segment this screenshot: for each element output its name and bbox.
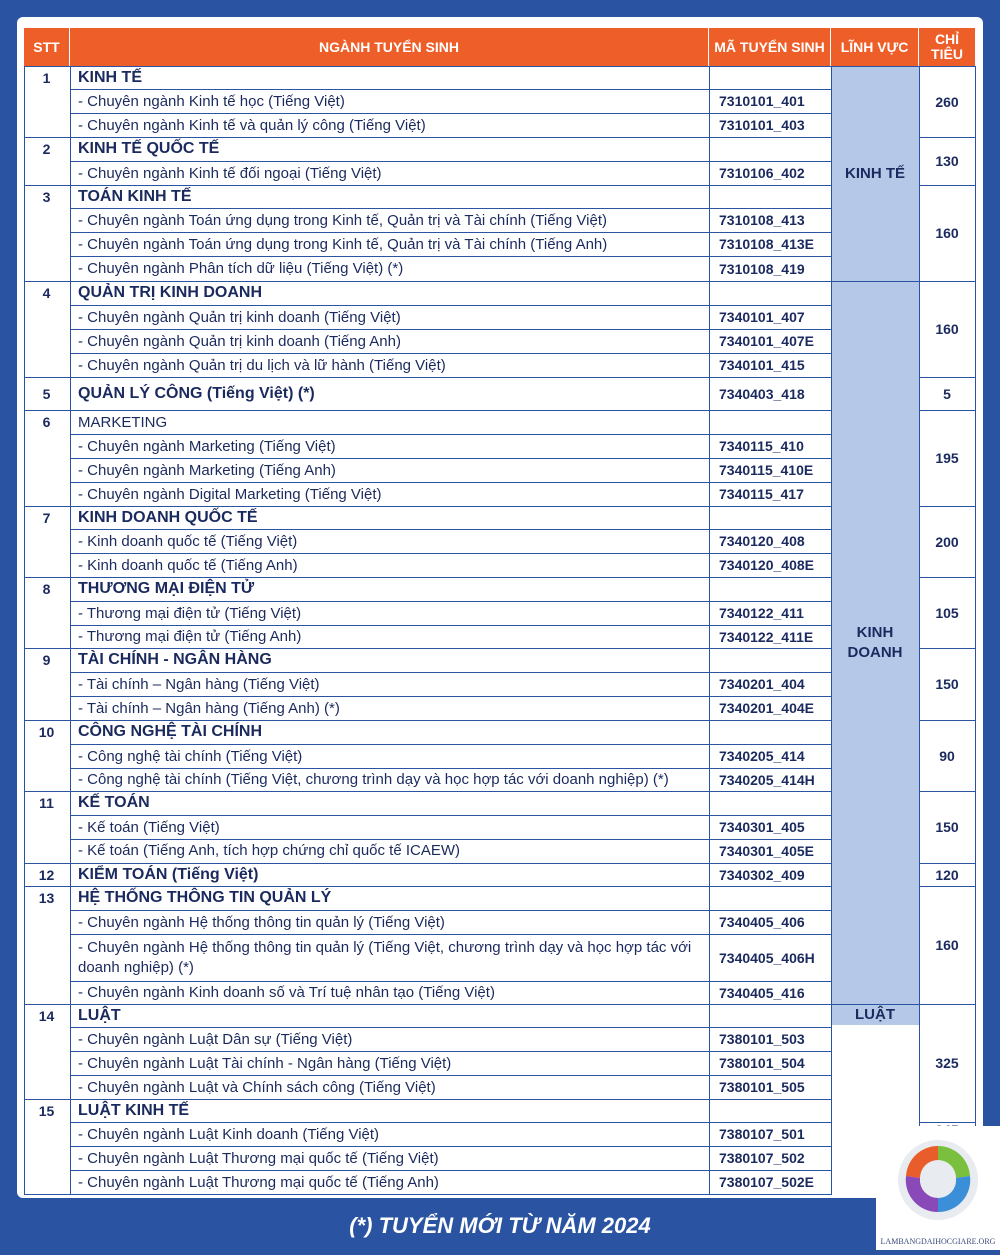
admission-code: 7340101_415 bbox=[719, 357, 805, 373]
admission-code: 7380107_502 bbox=[719, 1150, 805, 1166]
grid-line bbox=[70, 601, 831, 602]
admission-code: 7340301_405E bbox=[719, 843, 814, 859]
major-row: - Công nghệ tài chính (Tiếng Việt) bbox=[78, 747, 303, 765]
grid-line bbox=[70, 720, 831, 721]
grid-line bbox=[919, 0, 975, 1]
quota-cell: 160 bbox=[935, 225, 959, 241]
grid-line bbox=[24, 410, 70, 411]
grid-line bbox=[70, 1075, 831, 1076]
major-row: - Chuyên ngành Luật và Chính sách công (Tiếng Việt) bbox=[78, 1078, 436, 1096]
major-row: - Chuyên ngành Toán ứng dụng trong Kinh tế, Quản trị và Tài chính (Tiếng Anh) bbox=[78, 235, 608, 253]
admission-code: 7380107_502E bbox=[719, 1174, 814, 1190]
major-heading: QUẢN TRỊ KINH DOANH bbox=[78, 284, 262, 301]
major-row: - Chuyên ngành Digital Marketing (Tiếng Việt) bbox=[78, 485, 382, 503]
major-row: - Chuyên ngành Phân tích dữ liệu (Tiếng Việt) (*) bbox=[78, 260, 404, 277]
watermark-logo bbox=[876, 1126, 1000, 1250]
grid-line bbox=[70, 672, 831, 673]
grid-line bbox=[709, 66, 710, 1195]
row-stt: 6 bbox=[42, 414, 51, 430]
admission-code: 7340201_404 bbox=[719, 676, 805, 692]
quota-cell: 130 bbox=[935, 153, 959, 169]
quota-cell: 160 bbox=[935, 321, 959, 337]
grid-line bbox=[70, 410, 831, 411]
admission-code: 7310101_401 bbox=[719, 93, 805, 109]
grid-line bbox=[831, 281, 919, 282]
major-row: - Kế toán (Tiếng Anh, tích hợp chứng chỉ quốc tế ICAEW) bbox=[78, 842, 461, 859]
admission-code: 7310101_403 bbox=[719, 117, 805, 133]
admission-code: 7310108_413 bbox=[719, 212, 805, 228]
major-row: - Kế toán (Tiếng Việt) bbox=[78, 818, 220, 836]
admission-code: 7340405_406H bbox=[719, 949, 815, 966]
grid-line bbox=[70, 208, 831, 209]
admission-code: 7310108_413E bbox=[719, 236, 814, 252]
grid-line bbox=[919, 1004, 975, 1005]
grid-line bbox=[24, 66, 70, 67]
grid-line bbox=[70, 89, 831, 90]
grid-line bbox=[70, 66, 71, 1195]
field-cell: KINH TẾ bbox=[831, 67, 919, 281]
quota-cell: 260 bbox=[935, 93, 959, 110]
major-row: - Chuyên ngành Kinh tế đối ngoại (Tiếng Việt) bbox=[78, 164, 382, 182]
quota-cell: 105 bbox=[935, 604, 959, 621]
major-heading: KINH TẾ bbox=[78, 68, 142, 86]
major-row: - Chuyên ngành Kinh tế và quản lý công (Tiếng Việt) bbox=[78, 116, 426, 134]
major-heading: THƯƠNG MẠI ĐIỆN TỬ bbox=[78, 580, 255, 597]
admission-code: 7340405_416 bbox=[719, 984, 805, 1001]
quota-cell: 150 bbox=[935, 676, 959, 692]
row-stt: 5 bbox=[42, 385, 51, 402]
grid-line bbox=[919, 720, 975, 721]
grid-line bbox=[24, 648, 70, 649]
grid-line bbox=[70, 482, 831, 483]
admission-code: 7340301_405 bbox=[719, 819, 805, 835]
quota-cell: 90 bbox=[939, 747, 955, 764]
major-row: - Thương mại điện tử (Tiếng Việt) bbox=[78, 604, 302, 622]
grid-line bbox=[70, 886, 831, 887]
grid-line bbox=[24, 506, 70, 507]
grid-line bbox=[70, 161, 831, 162]
major-heading: KINH TẾ QUỐC TẾ bbox=[78, 140, 220, 157]
grid-line bbox=[70, 1027, 831, 1028]
row-stt: 1 bbox=[42, 69, 51, 86]
grid-line bbox=[831, 66, 919, 67]
grid-line bbox=[70, 185, 831, 186]
grid-line bbox=[70, 377, 831, 378]
major-row: - Chuyên ngành Luật Dân sự (Tiếng Việt) bbox=[78, 1030, 353, 1048]
quota-cell: 325 bbox=[935, 1055, 959, 1071]
grid-line bbox=[70, 696, 831, 697]
footer-note: (*) TUYỂN MỚI TỪ NĂM 2024 bbox=[349, 1213, 651, 1238]
grid-line bbox=[70, 1051, 831, 1052]
admission-code: 7340201_404E bbox=[719, 700, 814, 716]
major-row: - Chuyên ngành Hệ thống thông tin quản lý (Tiếng Việt) bbox=[78, 913, 445, 931]
admission-code: 7340122_411E bbox=[719, 628, 814, 645]
row-stt: 12 bbox=[38, 866, 55, 883]
admission-code: 7380101_503 bbox=[719, 1031, 805, 1047]
grid-line bbox=[919, 377, 975, 378]
admission-code: 7340101_407E bbox=[719, 333, 814, 349]
grid-line bbox=[919, 410, 975, 411]
grid-line bbox=[70, 934, 831, 935]
grid-line bbox=[919, 185, 975, 186]
major-row: - Chuyên ngành Marketing (Tiếng Việt) bbox=[78, 437, 336, 455]
quota-cell: 5 bbox=[943, 385, 951, 402]
grid-line bbox=[70, 648, 831, 649]
major-row: - Chuyên ngành Quản trị du lịch và lữ hành (Tiếng Việt) bbox=[78, 356, 446, 374]
major-row: - Chuyên ngành Luật Thương mại quốc tế (Tiếng Việt) bbox=[78, 1149, 439, 1167]
grid-line bbox=[70, 529, 831, 530]
logo-icon bbox=[876, 1126, 1000, 1250]
grid-line bbox=[70, 305, 831, 306]
row-stt: 13 bbox=[38, 890, 55, 906]
grid-line bbox=[919, 281, 975, 282]
grid-line bbox=[70, 625, 831, 626]
grid-line bbox=[70, 434, 831, 435]
major-heading: KINH DOANH QUỐC TẾ bbox=[78, 508, 258, 526]
major-row: - Chuyên ngành Toán ứng dụng trong Kinh tế, Quản trị và Tài chính (Tiếng Việt) bbox=[78, 211, 607, 229]
grid-line bbox=[70, 791, 831, 792]
row-stt: 3 bbox=[42, 188, 51, 205]
admission-code: 7340101_407 bbox=[719, 309, 805, 325]
major-heading: KIỂM TOÁN (Tiếng Việt) bbox=[78, 865, 259, 883]
major-heading: HỆ THỐNG THÔNG TIN QUẢN LÝ bbox=[78, 889, 332, 906]
major-heading: CÔNG NGHỆ TÀI CHÍNH bbox=[78, 723, 262, 740]
grid-line bbox=[70, 910, 831, 911]
major-heading: LUẬT KINH TẾ bbox=[78, 1101, 190, 1119]
grid-line bbox=[70, 768, 831, 769]
grid-line bbox=[24, 1099, 70, 1100]
grid-line bbox=[919, 886, 975, 887]
grid-line bbox=[70, 66, 831, 67]
grid-line bbox=[975, 66, 976, 1195]
grid-line bbox=[70, 232, 831, 233]
grid-line bbox=[24, 185, 70, 186]
admission-code: 7340115_417 bbox=[719, 486, 804, 502]
header-field: LĨNH VỰC bbox=[831, 28, 919, 66]
major-row: - Kinh doanh quốc tế (Tiếng Anh) bbox=[78, 556, 298, 574]
major-row: - Chuyên ngành Quản trị kinh doanh (Tiếng Việt) bbox=[78, 308, 401, 326]
grid-line bbox=[24, 281, 70, 282]
watermark-text: LAMBANGDAIHOCGIARE.ORG bbox=[880, 1237, 996, 1246]
row-stt: 10 bbox=[38, 724, 55, 740]
grid-line bbox=[24, 137, 70, 138]
grid-line bbox=[24, 66, 25, 1195]
grid-line bbox=[919, 66, 975, 67]
major-row: - Tài chính – Ngân hàng (Tiếng Việt) bbox=[78, 675, 320, 693]
grid-line bbox=[24, 377, 70, 378]
grid-line bbox=[70, 506, 831, 507]
major-row: - Công nghệ tài chính (Tiếng Việt, chương trình dạy và học hợp tác với doanh nghiệp) (*) bbox=[78, 770, 669, 788]
field-cell: LUẬT bbox=[831, 1005, 919, 1025]
grid-line bbox=[919, 66, 920, 1195]
admission-code: 7310106_402 bbox=[719, 165, 805, 181]
grid-line bbox=[70, 281, 831, 282]
admission-code: 7340302_409 bbox=[719, 866, 805, 883]
grid-line bbox=[70, 577, 831, 578]
grid-line bbox=[24, 577, 70, 578]
major-row: - Tài chính – Ngân hàng (Tiếng Anh) (*) bbox=[78, 699, 340, 717]
quota-cell: 120 bbox=[935, 866, 959, 883]
major-row: - Chuyên ngành Hệ thống thông tin quản lý (Tiếng Việt, chương trình dạy và học hợp tác với doanh nghiệp) (*) bbox=[78, 938, 692, 976]
major-row: - Chuyên ngành Kinh tế học (Tiếng Việt) bbox=[78, 92, 345, 110]
major-heading: QUẢN LÝ CÔNG (Tiếng Việt) (*) bbox=[78, 384, 315, 402]
major-row: - Chuyên ngành Luật Thương mại quốc tế (Tiếng Anh) bbox=[78, 1173, 439, 1191]
grid-line bbox=[70, 863, 831, 864]
grid-line bbox=[24, 720, 70, 721]
admission-code: 7340205_414H bbox=[719, 771, 815, 788]
major-row: - Thương mại điện tử (Tiếng Anh) bbox=[78, 628, 302, 645]
quota-cell: 160 bbox=[935, 937, 959, 953]
major-row: - Chuyên ngành Marketing (Tiếng Anh) bbox=[78, 461, 336, 479]
field-cell: KINH DOANH bbox=[831, 282, 919, 1004]
grid-line bbox=[70, 256, 831, 257]
quota-cell: 150 bbox=[935, 819, 959, 835]
grid-line bbox=[24, 886, 70, 887]
quota-cell: 195 bbox=[935, 450, 959, 466]
grid-line bbox=[831, 1004, 919, 1005]
header-quota: CHỈ TIÊU bbox=[919, 28, 975, 66]
row-stt: 11 bbox=[39, 795, 54, 811]
admission-code: 7310108_419 bbox=[719, 260, 805, 277]
header-major: NGÀNH TUYỂN SINH bbox=[70, 28, 709, 66]
admission-code: 7340122_411 bbox=[719, 605, 804, 621]
row-stt: 15 bbox=[38, 1102, 55, 1119]
row-stt: 14 bbox=[38, 1007, 55, 1024]
grid-line bbox=[24, 1004, 70, 1005]
admission-code: 7340405_406 bbox=[719, 914, 805, 930]
grid-line bbox=[70, 137, 831, 138]
header-code: MÃ TUYỂN SINH bbox=[709, 28, 831, 66]
major-row: - Chuyên ngành Luật Tài chính - Ngân hàng (Tiếng Việt) bbox=[78, 1054, 452, 1072]
admission-code: 7340115_410 bbox=[719, 438, 804, 454]
grid-line bbox=[919, 506, 975, 507]
admission-code: 7380101_504 bbox=[719, 1055, 805, 1071]
grid-line bbox=[919, 577, 975, 578]
row-stt: 7 bbox=[42, 509, 51, 526]
grid-line bbox=[70, 839, 831, 840]
row-stt: 8 bbox=[42, 581, 51, 597]
grid-line bbox=[70, 1122, 831, 1123]
grid-line bbox=[24, 1194, 70, 1195]
grid-line bbox=[919, 648, 975, 649]
grid-line bbox=[70, 1194, 831, 1195]
row-stt: 4 bbox=[42, 285, 51, 301]
admission-code: 7340120_408 bbox=[719, 533, 805, 549]
admission-code: 7340403_418 bbox=[719, 385, 805, 402]
major-row: MARKETING bbox=[78, 413, 168, 431]
header-stt: STT bbox=[24, 28, 70, 66]
grid-line bbox=[70, 1170, 831, 1171]
admission-code: 7380107_501 bbox=[719, 1126, 805, 1142]
grid-line bbox=[919, 791, 975, 792]
admission-code: 7380101_505 bbox=[719, 1079, 805, 1095]
grid-line bbox=[70, 353, 831, 354]
admission-code: 7340120_408E bbox=[719, 557, 814, 573]
grid-line bbox=[919, 137, 975, 138]
major-heading: TÀI CHÍNH - NGÂN HÀNG bbox=[78, 651, 272, 668]
grid-line bbox=[24, 791, 70, 792]
admission-code: 7340115_410E bbox=[719, 462, 814, 478]
grid-line bbox=[70, 815, 831, 816]
major-row: - Chuyên ngành Kinh doanh số và Trí tuệ nhân tạo (Tiếng Việt) bbox=[78, 984, 495, 1001]
grid-line bbox=[919, 863, 975, 864]
grid-line bbox=[70, 1099, 831, 1100]
grid-line bbox=[831, 0, 919, 1]
row-stt: 9 bbox=[42, 652, 51, 668]
grid-line bbox=[831, 66, 832, 1195]
major-row: - Chuyên ngành Quản trị kinh doanh (Tiếng Anh) bbox=[78, 332, 401, 350]
grid-line bbox=[70, 981, 831, 982]
major-heading: KẾ TOÁN bbox=[78, 794, 150, 811]
quota-cell: 200 bbox=[935, 533, 959, 550]
grid-line bbox=[70, 458, 831, 459]
major-heading: LUẬT bbox=[78, 1006, 121, 1024]
major-row: - Kinh doanh quốc tế (Tiếng Việt) bbox=[78, 532, 298, 550]
major-heading: TOÁN KINH TẾ bbox=[78, 187, 192, 205]
grid-line bbox=[70, 744, 831, 745]
grid-line bbox=[70, 1146, 831, 1147]
admission-code: 7340205_414 bbox=[719, 748, 805, 764]
grid-line bbox=[70, 113, 831, 114]
grid-line bbox=[919, 1122, 975, 1123]
grid-line bbox=[24, 863, 70, 864]
grid-line bbox=[70, 553, 831, 554]
grid-line bbox=[70, 329, 831, 330]
row-stt: 2 bbox=[42, 141, 51, 157]
major-row: - Chuyên ngành Luật Kinh doanh (Tiếng Việt) bbox=[78, 1125, 380, 1143]
grid-line bbox=[70, 1004, 831, 1005]
